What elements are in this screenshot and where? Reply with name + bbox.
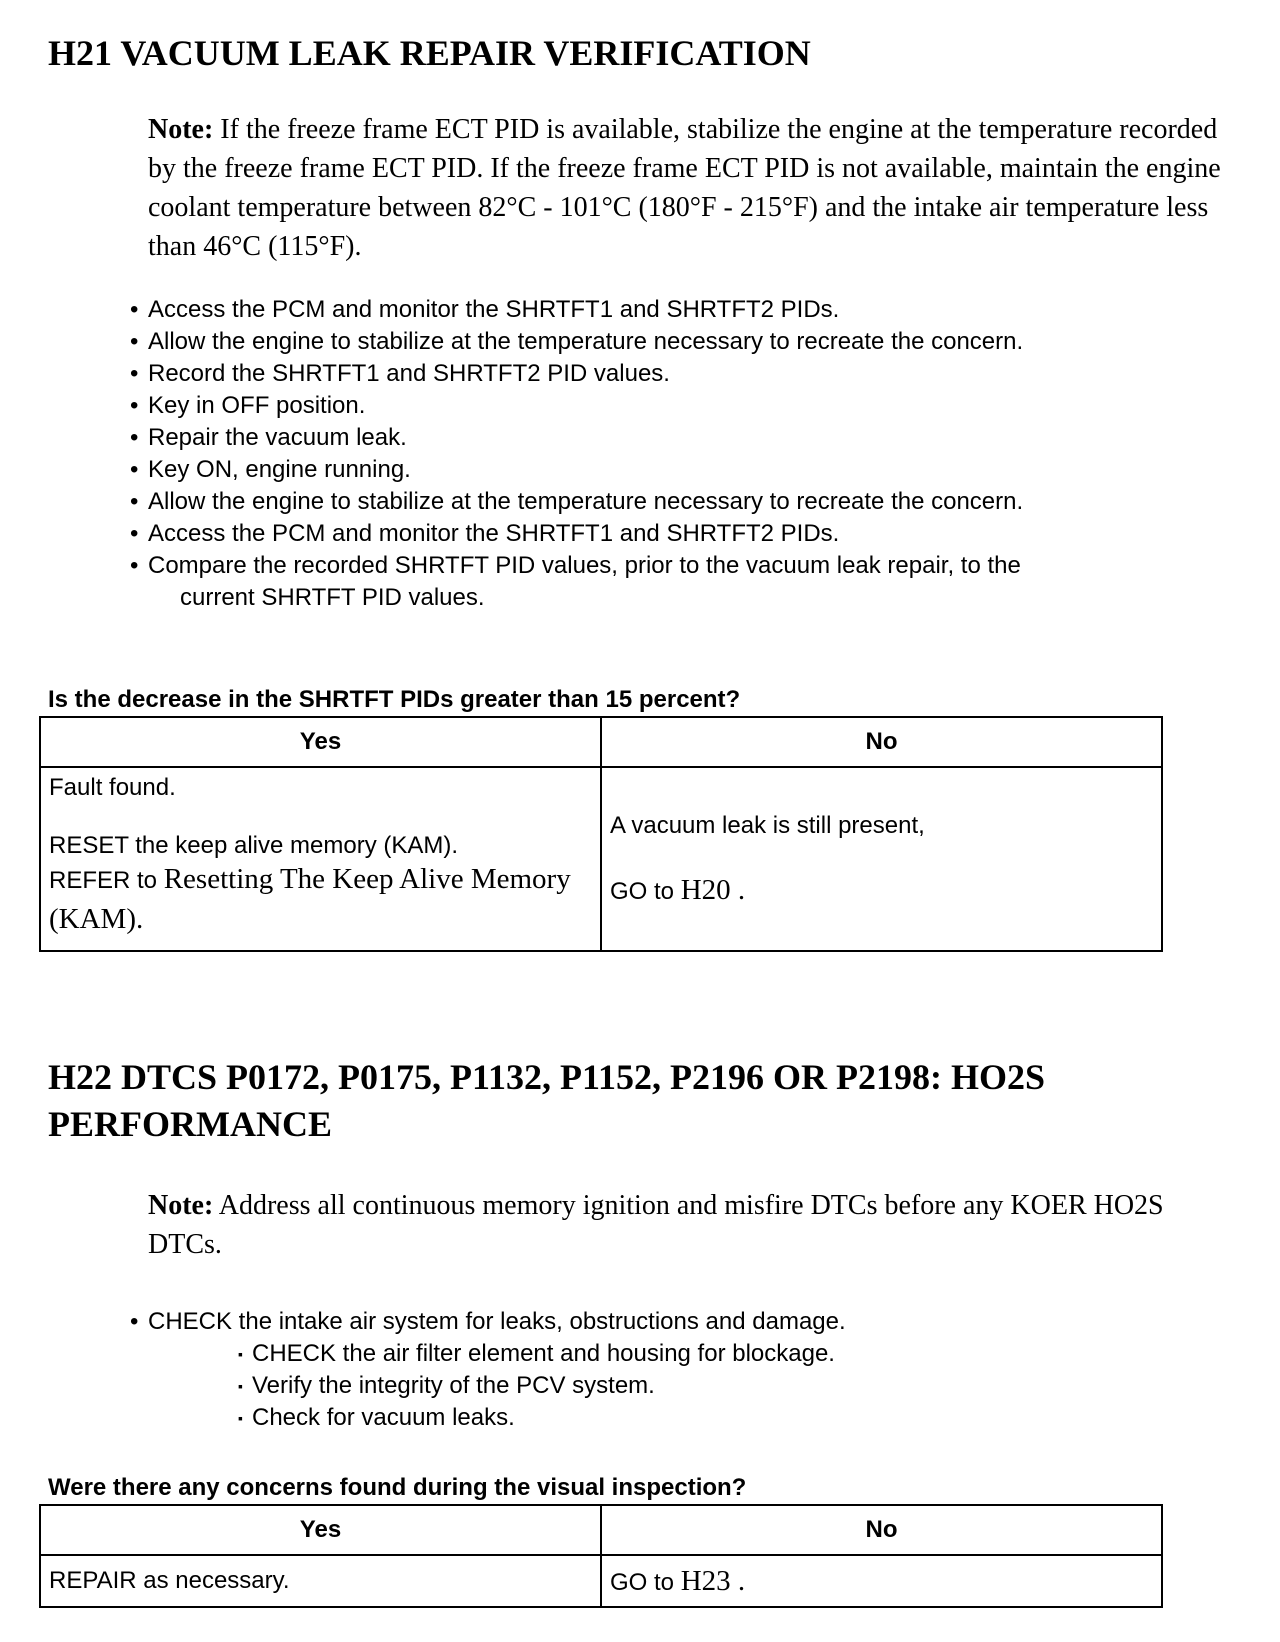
step-text: CHECK the intake air system for leaks, obstructions and damage. [148, 1308, 846, 1335]
answer-table-h21 [39, 716, 1163, 952]
step-item: • Key ON, engine running. [130, 454, 1023, 486]
yes-line: Fault found. [49, 774, 176, 801]
step-item: • Repair the vacuum leak. [130, 422, 1023, 454]
question-h22: Were there any concerns found during the visual inspection? [48, 1474, 747, 1501]
procedure-steps-h21 [130, 294, 1023, 614]
yes-cell [40, 767, 601, 951]
substep-item: ▪ Verify the integrity of the PCV system. [238, 1370, 846, 1402]
note-h22 [148, 1186, 1198, 1264]
note-text: If the freeze frame ECT PID is available, stabilize the engine at the temperature recorded by the freeze frame ECT PID. If the freeze frame ECT PID is not available, maintain the engine coolant temperature between 82°C - 101°C (180°F - 215°F) and the intake air temperature less than 46°C (115°F). [148, 114, 1221, 262]
note-text: Address all continuous memory ignition and misfire DTCs before any KOER HO2S DTCs. [148, 1190, 1164, 1260]
section-title-h22 [48, 1054, 1228, 1148]
step-item: • Allow the engine to stabilize at the temperature necessary to recreate the concern. [130, 326, 1023, 358]
answer-table-h22 [39, 1504, 1163, 1608]
step-item: • Key in OFF position. [130, 390, 1023, 422]
no-line: A vacuum leak is still present, [610, 811, 925, 839]
note-h21 [148, 110, 1248, 266]
refer-link[interactable]: Resetting The Keep Alive Memory (KAM). [49, 863, 571, 935]
step-item: • Allow the engine to stabilize at the temperature necessary to recreate the concern. [130, 486, 1023, 518]
yes-header: Yes [40, 717, 601, 767]
step-item-line-continued: current SHRTFT PID values. [180, 584, 485, 611]
no-cell [601, 767, 1162, 951]
no-header: No [601, 717, 1162, 767]
refer-label: REFER to [49, 867, 158, 894]
step-item [130, 550, 1023, 614]
step-item-line: Compare the recorded SHRTFT PID values, prior to the vacuum leak repair, to the [148, 552, 1021, 579]
step-item: • Access the PCM and monitor the SHRTFT1 and SHRTFT2 PIDs. [130, 518, 1023, 550]
title-line: PERFORMANCE [48, 1104, 332, 1144]
title-line: H22 DTCS P0172, P0175, P1132, P1152, P2196 OR P2198: HO2S [48, 1057, 1046, 1097]
goto-link[interactable]: H23 . [680, 1564, 746, 1597]
step-item: • Record the SHRTFT1 and SHRTFT2 PID values. [130, 358, 1023, 390]
note-label: Note: [148, 114, 214, 145]
goto-label: GO to [610, 877, 675, 905]
no-header: No [601, 1505, 1162, 1555]
step-item: • Access the PCM and monitor the SHRTFT1 and SHRTFT2 PIDs. [130, 294, 1023, 326]
question-h21: Is the decrease in the SHRTFT PIDs greater than 15 percent? [48, 686, 741, 713]
step-item [130, 1306, 846, 1434]
substeps [148, 1338, 846, 1434]
no-cell [601, 1555, 1162, 1607]
yes-cell: REPAIR as necessary. [40, 1555, 601, 1607]
procedure-steps-h22 [130, 1306, 846, 1434]
substep-item: ▪ Check for vacuum leaks. [238, 1402, 846, 1434]
goto-label: GO to [610, 1568, 675, 1596]
goto-link[interactable]: H20 . [680, 873, 746, 906]
substep-item: ▪ CHECK the air filter element and housing for blockage. [238, 1338, 846, 1370]
yes-header: Yes [40, 1505, 601, 1555]
section-title-h21: H21 VACUUM LEAK REPAIR VERIFICATION [48, 33, 811, 73]
yes-line: RESET the keep alive memory (KAM). [49, 832, 459, 859]
note-label: Note: [148, 1190, 214, 1221]
